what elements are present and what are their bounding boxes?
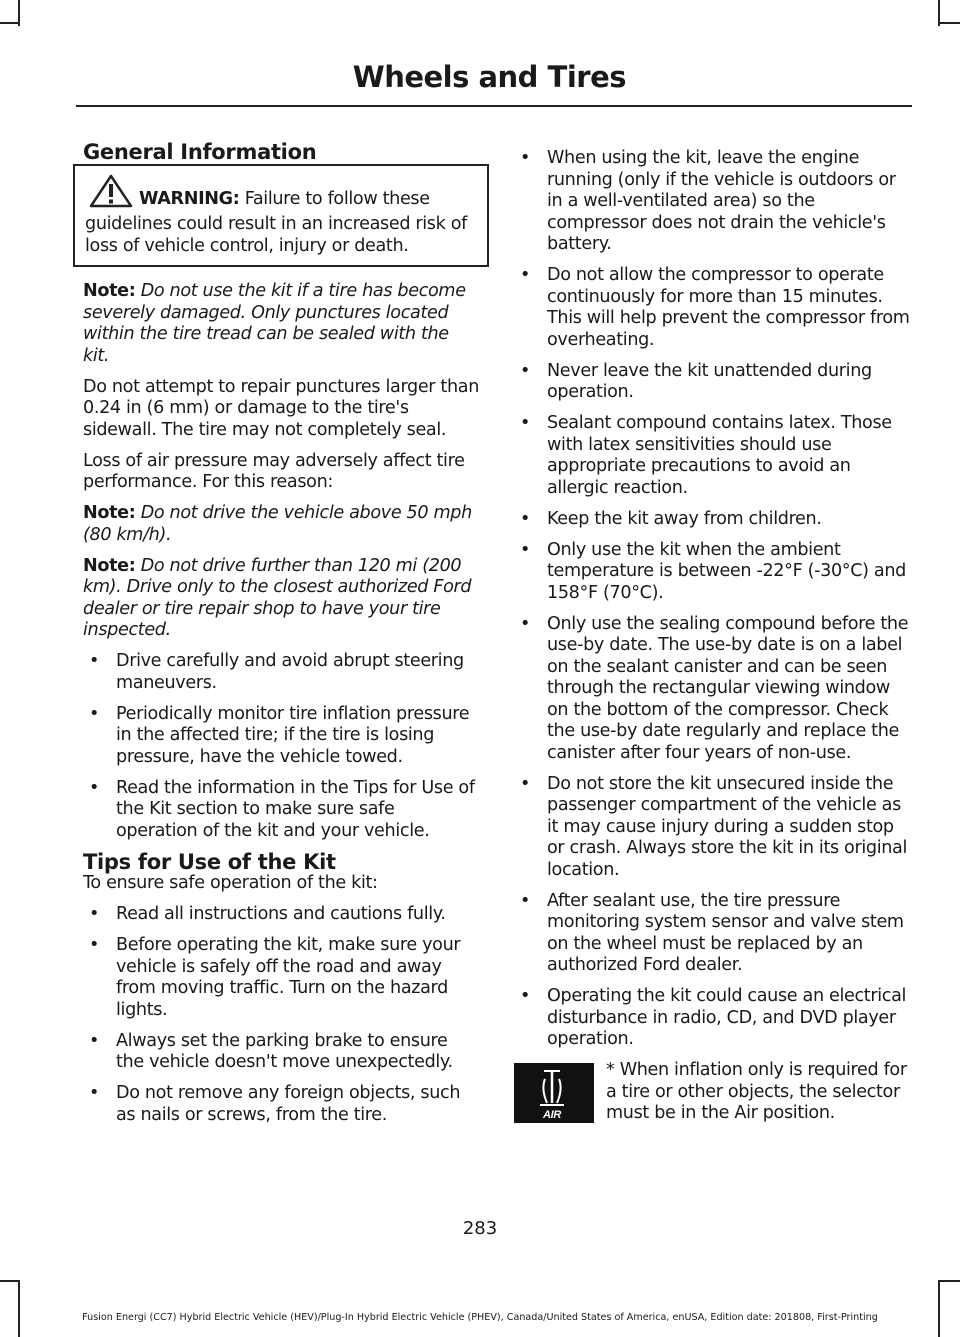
list-item-text: Only use the kit when the ambient temperature is between -22°F (-30°C) and 158°F (70°C).	[547, 539, 906, 603]
warning-triangle-icon	[89, 174, 133, 215]
left-column	[83, 142, 479, 1136]
list-item	[514, 413, 910, 499]
bullet: •	[89, 651, 100, 671]
bullet-list-tips	[83, 904, 479, 1126]
list-item	[514, 509, 910, 531]
bullet-list-kit-cautions	[514, 148, 910, 1051]
list-item	[514, 540, 910, 605]
list-item	[83, 1083, 479, 1126]
list-item-text: Read the information in the Tips for Use of the Kit section to make sure safe operation of the kit and your vehicle.	[116, 777, 475, 841]
list-item	[514, 148, 910, 256]
air-note-block	[514, 1060, 910, 1125]
list-item-text: Before operating the kit, make sure your vehicle is safely off the road and away from moving traffic. Turn on the hazard lights.	[116, 935, 461, 1020]
bullet: •	[520, 148, 531, 168]
list-item-text: Operating the kit could cause an electrical disturbance in radio, CD, and DVD player operation.	[547, 986, 907, 1049]
bullet: •	[89, 1030, 100, 1051]
paragraph-puncture-size: Do not attempt to repair punctures larger than 0.24 in (6 mm) or damage to the tire's sidewall. The tire may not completely seal.	[83, 376, 480, 440]
crop-mark-top-right-h	[938, 22, 960, 24]
crop-mark-bottom-right-v	[938, 1280, 940, 1337]
list-item-text: Keep the kit away from children.	[547, 508, 822, 529]
note-distance	[83, 556, 479, 642]
bullet: •	[520, 539, 531, 560]
crop-mark-bottom-left-v	[18, 1280, 20, 1337]
list-item	[83, 935, 479, 1021]
list-item	[514, 361, 910, 404]
list-item-text: Do not remove any foreign objects, such as nails or screws, from the tire.	[116, 1083, 461, 1125]
list-item	[83, 904, 479, 926]
note-text: Do not drive the vehicle above 50 mph (80 km/h).	[83, 503, 472, 545]
bullet: •	[520, 613, 531, 634]
list-item-text: Periodically monitor tire inflation pressure in the affected tire; if the tire is losing pressure, have the vehicle towed.	[116, 703, 470, 767]
bullet: •	[89, 1083, 100, 1103]
heading-tips-for-use: Tips for Use of the Kit	[83, 849, 336, 874]
note-damaged-tire	[83, 281, 479, 367]
bullet: •	[89, 904, 100, 924]
page-number: 283	[462, 1218, 498, 1239]
right-column	[514, 148, 910, 1127]
bullet: •	[520, 890, 531, 911]
list-item	[83, 651, 479, 694]
list-item-text: When using the kit, leave the engine running (only if the vehicle is outdoors or in a well-ventilated area) so the compressor does not drain the vehicle's battery.	[547, 148, 896, 254]
header-rule	[76, 105, 912, 107]
bullet: •	[89, 777, 100, 798]
crop-mark-bottom-left-h	[0, 1280, 20, 1282]
list-item-text: Sealant compound contains latex. Those with latex sensitivities should use appropriate precautions to avoid an allergic reaction.	[547, 413, 892, 498]
bullet: •	[520, 360, 531, 381]
bullet: •	[520, 773, 531, 794]
list-item	[83, 778, 479, 843]
air-selector-icon	[514, 1063, 594, 1123]
warning-box	[73, 164, 489, 268]
note-text: Do not drive further than 120 mi (200 km). Drive only to the closest authorized Ford dealer or tire repair shop to have your tire inspected.	[83, 555, 472, 640]
bullet: •	[89, 703, 100, 724]
note-text: Do not use the kit if a tire has become severely damaged. Only punctures located within the tire tread can be sealed with the kit.	[83, 281, 466, 366]
list-item-text: Do not store the kit unsecured inside the passenger compartment of the vehicle as it may cause injury during a sudden stop or crash. Always store the kit in its original location.	[547, 773, 908, 880]
paragraph-safe-operation: To ensure safe operation of the kit:	[83, 873, 378, 893]
list-item	[514, 614, 910, 765]
footer-edition-info: Fusion Energi (CC7) Hybrid Electric Vehicle (HEV)/Plug-In Hybrid Electric Vehicle (PHEV), Canada/United States of America, enUSA, Edition date: 201808, First-Printing	[82, 1312, 878, 1323]
list-item-text: Read all instructions and cautions fully.	[116, 904, 446, 924]
list-item-text: After sealant use, the tire pressure monitoring system sensor and valve stem on the wheel must be replaced by an authorized Ford dealer.	[547, 890, 904, 975]
list-item-text: Drive carefully and avoid abrupt steering maneuvers.	[116, 651, 464, 693]
crop-mark-bottom-right-h	[938, 1280, 960, 1282]
list-item	[514, 774, 910, 882]
bullet-list-driving	[83, 651, 479, 842]
list-item-text: Do not allow the compressor to operate continuously for more than 15 minutes. This will help prevent the compressor from overheating.	[547, 265, 910, 350]
note-label: Note:	[83, 503, 136, 523]
bullet: •	[520, 986, 531, 1006]
list-item	[514, 265, 910, 351]
note-label: Note:	[83, 281, 136, 301]
page-title: Wheels and Tires	[352, 60, 626, 94]
note-label: Note:	[83, 555, 136, 576]
list-item-text: Never leave the kit unattended during operation.	[547, 360, 872, 402]
list-item	[514, 986, 910, 1051]
list-item-text: Only use the sealing compound before the use-by date. The use-by date is on a label on the sealant canister and can be seen through the rectangular viewing window on the bottom of the compressor. Check the use-by date regularly and replace the canister after four years of non-use.	[547, 613, 909, 763]
heading-general-information: General Information	[83, 140, 317, 164]
list-item	[83, 1031, 479, 1074]
crop-mark-top-left-h	[0, 22, 20, 24]
warning-label: WARNING:	[139, 188, 240, 209]
note-speed	[83, 503, 479, 546]
air-icon-label: AIR	[543, 1109, 561, 1121]
warning-text: Failure to follow these guidelines could result in an increased risk of loss of vehicle control, injury or death.	[85, 188, 467, 256]
bullet: •	[520, 265, 531, 285]
air-note-text: * When inflation only is required for a tire or other objects, the selector must be in the Air position.	[606, 1060, 907, 1123]
bullet: •	[89, 935, 100, 955]
list-item	[83, 704, 479, 769]
bullet: •	[520, 508, 531, 529]
list-item	[514, 891, 910, 977]
paragraph-air-pressure: Loss of air pressure may adversely affect tire performance. For this reason:	[83, 450, 465, 492]
list-item-text: Always set the parking brake to ensure the vehicle doesn't move unexpectedly.	[116, 1030, 453, 1072]
bullet: •	[520, 413, 531, 433]
